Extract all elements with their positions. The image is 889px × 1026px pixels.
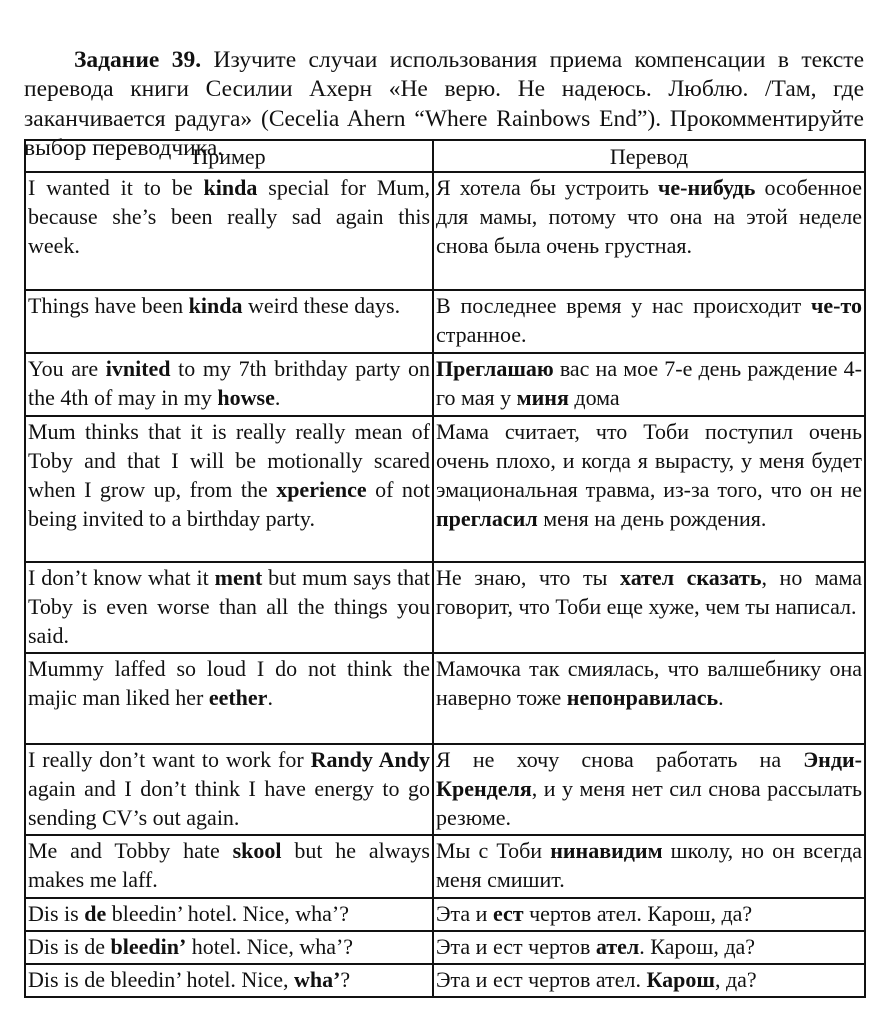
table-row: [25, 835, 865, 898]
table-row: [25, 964, 865, 997]
text-segment: Me and Tobby hate: [28, 838, 233, 863]
text-segment: but mum says that Toby is even worse than all the things you said.: [28, 565, 430, 648]
header-translation: Перевод: [433, 140, 865, 172]
translation-cell: [433, 964, 865, 997]
highlighted-word: howse: [217, 385, 275, 410]
example-cell: [25, 898, 433, 931]
text-segment: дома: [568, 385, 620, 410]
text-segment: Mummy laffed so loud I do not think the majic man liked her: [28, 656, 430, 710]
header-example: Пример: [25, 140, 433, 172]
text-segment: Я хотела бы устроить: [436, 175, 658, 200]
translation-cell: [433, 744, 865, 835]
highlighted-word: Карош: [646, 967, 715, 992]
text-segment: В последнее время у нас происходит: [436, 293, 811, 318]
highlighted-word: Преглашаю: [436, 356, 554, 381]
table-row: [25, 653, 865, 744]
highlighted-word: нинавидим: [550, 838, 663, 863]
text-segment: of not being invited to a birthday party.: [28, 477, 430, 531]
highlighted-word: de: [84, 901, 107, 926]
highlighted-word: kinda: [188, 293, 243, 318]
text-segment: Мы с Тоби: [436, 838, 551, 863]
highlighted-word: миня: [516, 385, 569, 410]
example-cell: [25, 416, 433, 562]
text-segment: Dis is de: [28, 934, 111, 959]
text-segment: , да?: [714, 967, 757, 992]
translation-cell: [433, 898, 865, 931]
text-segment: Мама считает, что Тоби поступил очень очень плохо, и когда я вырасту, у меня будет эмациональная травма, из-за того, что он не: [436, 419, 862, 502]
text-segment: special for Mum, because she’s been really sad again this week.: [28, 175, 431, 258]
example-cell: [25, 290, 433, 353]
highlighted-word: xperience: [276, 477, 367, 502]
text-segment: Мамочка так смиялась, что валшебнику она наверно тоже: [436, 656, 862, 710]
text-segment: I wanted it to be: [28, 175, 204, 200]
text-segment: Mum thinks that it is really really mean of Toby and that I will be motionally scared when I grow up, from the: [28, 419, 430, 502]
text-segment: меня на день рождения.: [537, 506, 767, 531]
example-cell: [25, 562, 433, 653]
text-segment: Things have been: [28, 293, 189, 318]
text-segment: особенное для мамы, потому что она на этой неделе снова была очень грустная.: [436, 175, 863, 258]
task-number: Задание 39.: [74, 46, 202, 73]
translation-cell: [433, 835, 865, 898]
table-row: [25, 744, 865, 835]
text-segment: I don’t know what it: [28, 565, 215, 590]
example-cell: [25, 835, 433, 898]
highlighted-word: kinda: [203, 175, 258, 200]
text-segment: Dis is de bleedin’ hotel. Nice,: [28, 967, 294, 992]
text-segment: bleedin’ hotel. Nice, wha’?: [106, 901, 349, 926]
text-segment: Эта и: [436, 901, 493, 926]
example-cell: [25, 931, 433, 964]
text-segment: Dis is: [28, 901, 85, 926]
example-cell: [25, 964, 433, 997]
example-cell: [25, 744, 433, 835]
example-cell: [25, 172, 433, 290]
highlighted-word: eether: [208, 685, 268, 710]
table-body: [25, 172, 865, 997]
table-row: [25, 931, 865, 964]
table-row: [25, 562, 865, 653]
text-segment: , и у меня нет сил снова рассылать резюме.: [436, 776, 862, 830]
translation-cell: [433, 290, 865, 353]
table-row: [25, 416, 865, 562]
translation-cell: [433, 353, 865, 416]
translation-cell: [433, 931, 865, 964]
translation-cell: [433, 172, 865, 290]
text-segment: школу, но он всегда меня смишит.: [436, 838, 862, 892]
highlighted-word: ест: [492, 901, 524, 926]
text-segment: again and I don’t think I have energy to go sending CV’s out again.: [28, 776, 430, 830]
translation-cell: [433, 653, 865, 744]
text-segment: .: [267, 685, 273, 710]
text-segment: Не знаю, что ты: [436, 565, 620, 590]
text-segment: Эта и ест чертов ател.: [436, 967, 647, 992]
highlighted-word: хател сказать: [619, 565, 762, 590]
text-segment: чертов ател. Карош, да?: [523, 901, 753, 926]
task-text: Изучите случаи использования приема компенсации в тексте перевода книги Сесилии Ахерн «Не верю. Не надеюсь. Люблю. /Там, где заканчивается радуга» (Cecelia Ahern “Where Rainbows End”). Прокомментируйте выбор переводчика.: [24, 46, 865, 161]
table-row: [25, 172, 865, 290]
text-segment: weird these days.: [242, 293, 401, 318]
text-segment: , но мама говорит, что Тоби еще хуже, чем ты написал.: [436, 565, 862, 619]
highlighted-word: skool: [232, 838, 282, 863]
text-segment: вас на мое 7-е день раждение 4-го мая у: [436, 356, 862, 410]
text-segment: странное.: [436, 322, 527, 347]
table-row: [25, 898, 865, 931]
highlighted-word: ivnited: [105, 356, 171, 381]
table-row: [25, 290, 865, 353]
table-row: [25, 353, 865, 416]
highlighted-word: че-нибудь: [657, 175, 756, 200]
translation-cell: [433, 562, 865, 653]
example-cell: [25, 653, 433, 744]
translation-cell: [433, 416, 865, 562]
highlighted-word: непонравилась: [566, 685, 719, 710]
text-segment: Я не хочу снова работать на: [436, 747, 804, 772]
highlighted-word: Энди-Кренделя: [436, 747, 862, 801]
text-segment: .: [274, 385, 281, 410]
text-segment: but he always makes me laff.: [28, 838, 430, 892]
text-segment: You are: [28, 356, 106, 381]
text-segment: Эта и ест чертов: [436, 934, 596, 959]
table-header-row: [25, 140, 865, 172]
highlighted-word: Randy Andy: [310, 747, 430, 772]
highlighted-word: wha’: [293, 967, 341, 992]
text-segment: ?: [340, 967, 351, 992]
text-segment: . Карош, да?: [639, 934, 756, 959]
example-cell: [25, 353, 433, 416]
text-segment: hotel. Nice, wha’?: [186, 934, 354, 959]
highlighted-word: ател: [595, 934, 640, 959]
text-segment: .: [718, 685, 724, 710]
text-segment: to my 7th brithday party on the 4th of may in my: [28, 356, 430, 410]
text-segment: I really don’t want to work for: [28, 747, 311, 772]
examples-table: [24, 139, 866, 998]
highlighted-word: bleedin’: [110, 934, 187, 959]
highlighted-word: ment: [214, 565, 263, 590]
highlighted-word: че-то: [810, 293, 862, 318]
highlighted-word: прегласил: [436, 506, 538, 531]
